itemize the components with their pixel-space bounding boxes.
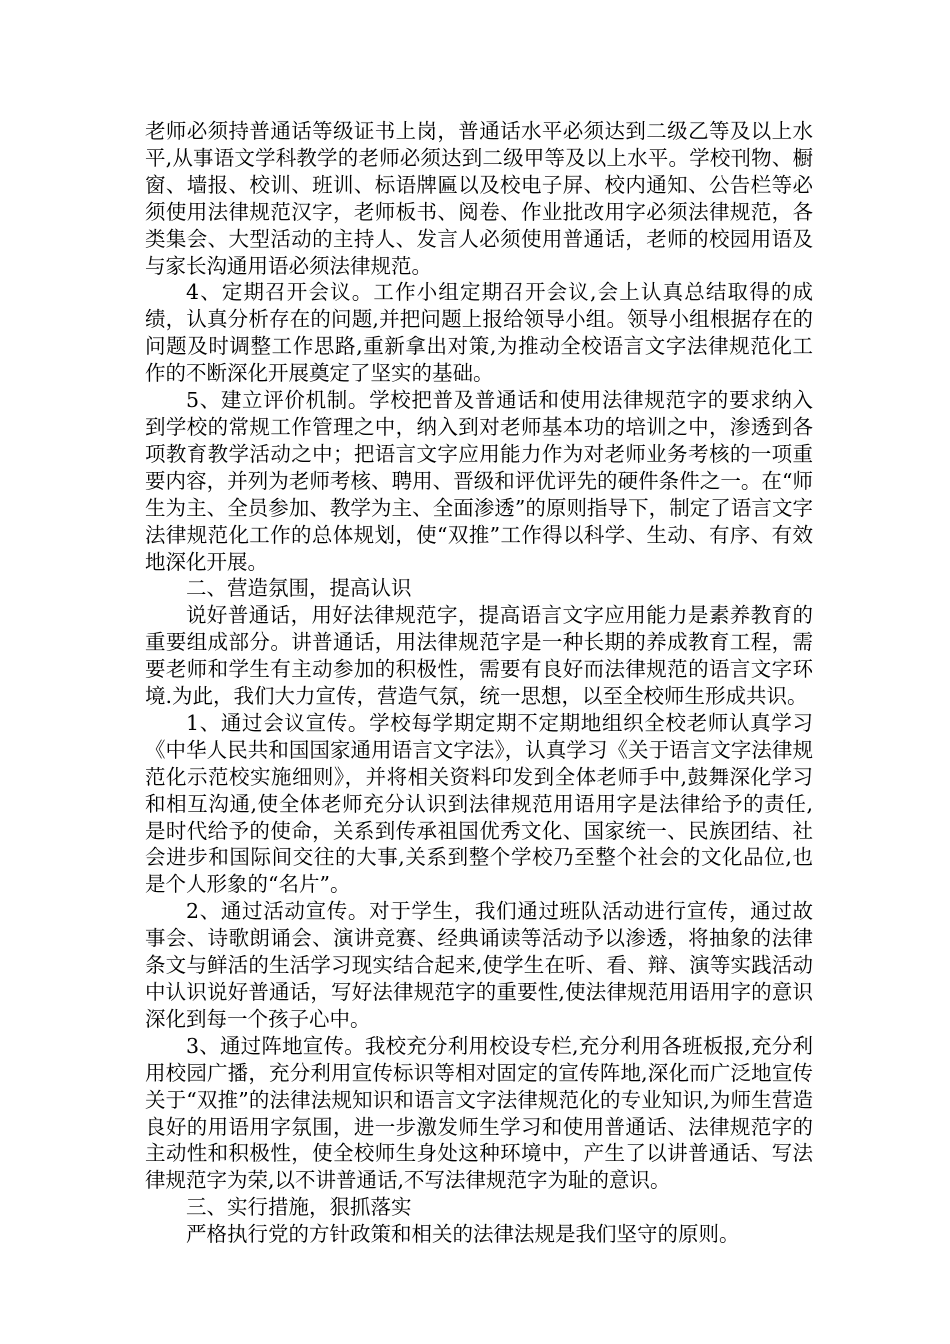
paragraph-item-3-position-promotion: 3、通过阵地宣传。我校充分利用校设专栏,充分利用各班板报,充分利用校园广播，充分利用宣传标识等相对固定的宣传阵地,深化而广泛地宣传关于“双推”的法律法规知识和语言文字法律规范化的专业知识,为师生营造良好的用语用字氛围，进一步激发师生学习和使用普通话、法律规范字的主动性和积极性，使全校师生身处这种环境中，产生了以讲普通话、写法律规范字为荣,以不讲普通话,不写法律规范字为耻的意识。 — [145, 1033, 813, 1193]
section-heading-2: 二、营造氛围，提高认识 — [186, 576, 412, 601]
paragraph-section-2-intro: 说好普通话，用好法律规范字，提高语言文字应用能力是素养教育的重要组成部分。讲普通话，用法律规范字是一种长期的养成教育工程，需要老师和学生有主动参加的积极性，需要有良好而法律规范的语言文字环境.为此，我们大力宣传，营造气氛，统一思想，以至全校师生形成共识。 — [145, 603, 813, 709]
paragraph-item-4-meetings: 4、定期召开会议。工作小组定期召开会议,会上认真总结取得的成绩，认真分析存在的问题,并把问题上报给领导小组。领导小组根据存在的问题及时调整工作思路,重新拿出对策,为推动全校语言文字法律规范化工作的不断深化开展奠定了坚实的基础。 — [145, 280, 813, 386]
paragraph-continuation: 老师必须持普通话等级证书上岗，普通话水平必须达到二级乙等及以上水平,从事语文学科教学的老师必须达到二级甲等及以上水平。学校刊物、橱窗、墙报、校训、班训、标语牌匾以及校电子屏、校内通知、公告栏等必须使用法律规范汉字，老师板书、阅卷、作业批改用字必须法律规范，各类集会、大型活动的主持人、发言人必须使用普通话，老师的校园用语及与家长沟通用语必须法律规范。 — [145, 119, 813, 278]
paragraph-item-5-evaluation: 5、建立评价机制。学校把普及普通话和使用法律规范字的要求纳入到学校的常规工作管理之中，纳入到对老师基本功的培训之中，渗透到各项教育教学活动之中；把语言文字应用能力作为对老师业务考核的一项重要内容，并列为老师考核、聘用、晋级和评优评先的硬件条件之一。在“师生为主、全员参加、教学为主、全面渗透”的原则指导下，制定了语言文字法律规范化工作的总体规划，使“双推”工作得以科学、生动、有序、有效地深化开展。 — [145, 388, 813, 574]
paragraph-item-1-meeting-promotion: 1、通过会议宣传。学校每学期定期不定期地组织全校老师认真学习《中华人民共和国国家通用语言文字法》，认真学习《关于语言文字法律规范化示范校实施细则》，并将相关资料印发到全体老师手中,鼓舞深化学习和相互沟通,使全体老师充分认识到法律规范用语用字是法律给予的责任,是时代给予的使命，关系到传承祖国优秀文化、国家统一、民族团结、社会进步和国际间交往的大事,关系到整个学校乃至整个社会的文化品位,也是个人形象的“名片”。 — [145, 710, 813, 897]
paragraph-section-3-intro: 严格执行党的方针政策和相关的法律法规是我们坚守的原则。 — [186, 1222, 740, 1247]
section-heading-3: 三、实行措施，狠抓落实 — [186, 1195, 412, 1220]
document-body — [145, 118, 813, 1248]
paragraph-item-2-activity-promotion: 2、通过活动宣传。对于学生，我们通过班队活动进行宣传，通过故事会、诗歌朗诵会、演讲竞赛、经典诵读等活动予以渗透，将抽象的法律条文与鲜活的生活学习现实结合起来,使学生在听、看、辩、演等实践活动中认识说好普通话，写好法律规范字的重要性,使法律规范用语用字的意识深化到每一个孩子心中。 — [145, 899, 813, 1031]
